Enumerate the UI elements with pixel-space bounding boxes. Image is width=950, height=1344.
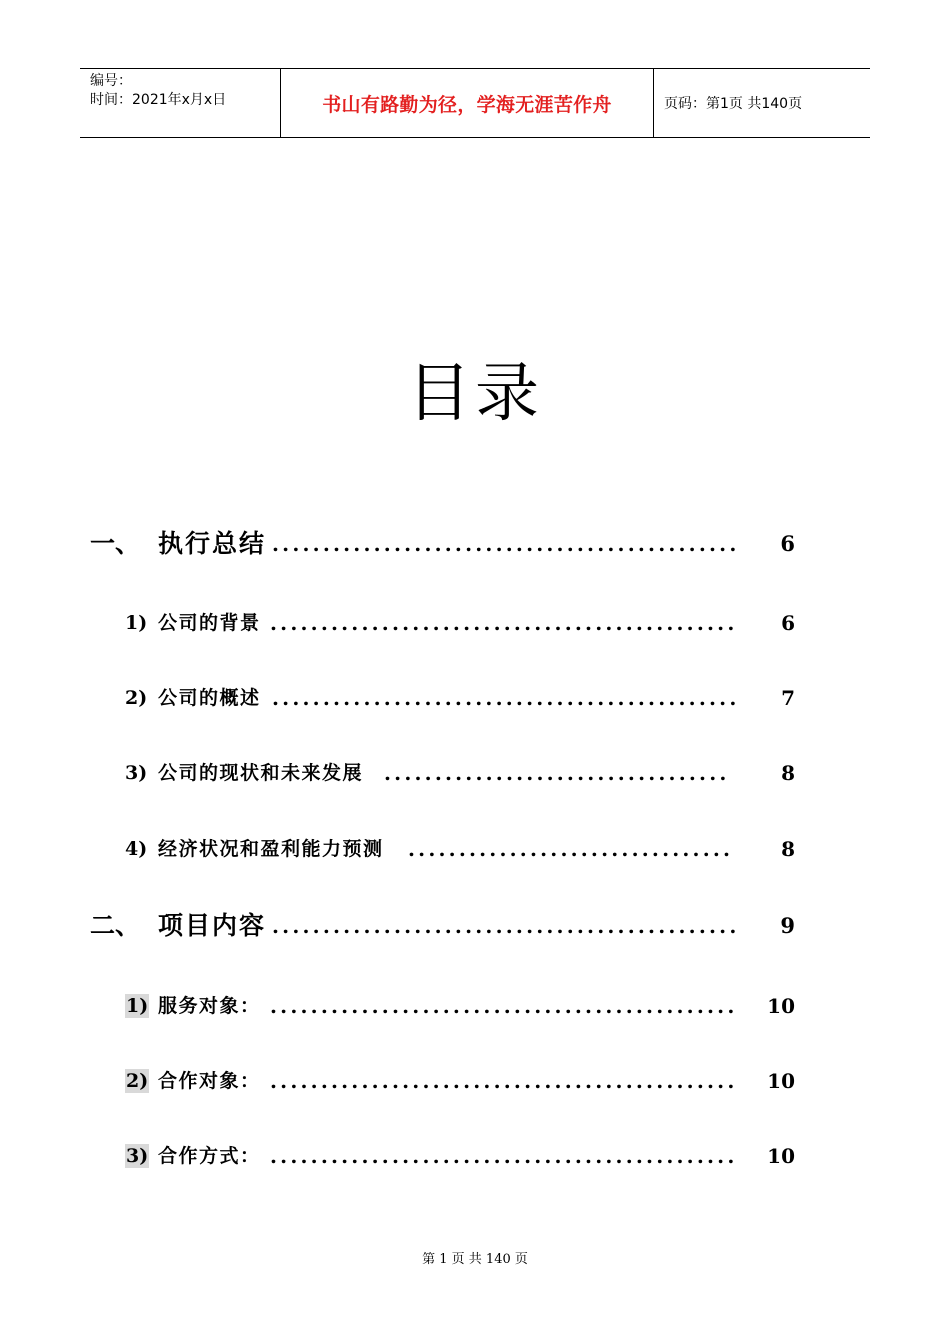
toc-entry-page: 6 [781,611,795,635]
toc-entry-number: 3) [125,762,148,784]
toc-entry[interactable] [0,831,950,867]
toc-entry[interactable] [0,526,950,562]
toc-entry[interactable] [0,1063,950,1099]
toc-entry-page: 10 [767,994,795,1018]
toc-entry-label: 公司的概述 [158,687,261,709]
toc-entry-label: 公司的现状和未来发展 [158,762,364,784]
toc-entry-label: 经济状况和盈利能力预测 [158,838,384,860]
toc-entry-label: 执行总结 [158,529,267,558]
header-page-info: 页码：第1页 共140页 [664,96,803,112]
toc-entry-page: 7 [781,686,795,710]
page-title: 目录 [407,357,543,431]
toc-leader-dots: .............................................. [272,686,740,710]
toc-entry[interactable] [0,755,950,791]
header-meta [80,69,281,137]
document-number-label: 编号： [90,73,132,89]
toc-entry[interactable] [0,680,950,716]
toc-entry-number: 2) [126,1070,149,1092]
toc-entry[interactable] [0,1138,950,1174]
toc-entry-number: 3) [126,1145,149,1167]
toc-leader-dots: .................................. [384,761,730,785]
toc-entry-number: 一、 [90,529,141,558]
toc-leader-dots: .............................................. [270,994,738,1018]
toc-leader-dots: .............................................. [270,611,738,635]
toc-entry-number: 2) [125,687,148,709]
header-motto: 书山有路勤为径，学海无涯苦作舟 [322,93,612,116]
page-header [80,68,870,138]
header-page-info-cell [654,69,870,137]
toc-entry[interactable] [0,908,950,944]
toc-entry-label: 合作方式： [158,1145,261,1167]
toc-entry-number: 1) [125,612,148,634]
toc-leader-dots: .............................................. [272,532,740,556]
toc-entry-number: 1) [126,995,149,1017]
toc-entry-label: 公司的背景 [158,612,261,634]
toc-entry-page: 8 [781,761,795,785]
toc-entry-label: 合作对象： [158,1070,261,1092]
toc-entry[interactable] [0,988,950,1024]
toc-entry-number: 二、 [90,911,141,940]
toc-entry-page: 6 [780,531,795,556]
toc-leader-dots: ................................ [408,837,734,861]
toc-entry-label: 服务对象： [158,995,261,1017]
toc-entry-page: 9 [780,913,795,938]
toc-entry-number: 4) [125,838,148,860]
document-time-label: 时间：2021年x月x日 [90,92,227,108]
toc-entry[interactable] [0,605,950,641]
toc-leader-dots: .............................................. [270,1069,738,1093]
page-footer: 第 1 页 共 140 页 [422,1252,528,1267]
toc-entry-label: 项目内容 [158,911,267,940]
toc-entry-page: 10 [767,1144,795,1168]
toc-leader-dots: .............................................. [272,914,740,938]
toc-entry-page: 10 [767,1069,795,1093]
header-motto-cell [281,69,654,137]
toc-entry-page: 8 [781,837,795,861]
toc-leader-dots: .............................................. [270,1144,738,1168]
